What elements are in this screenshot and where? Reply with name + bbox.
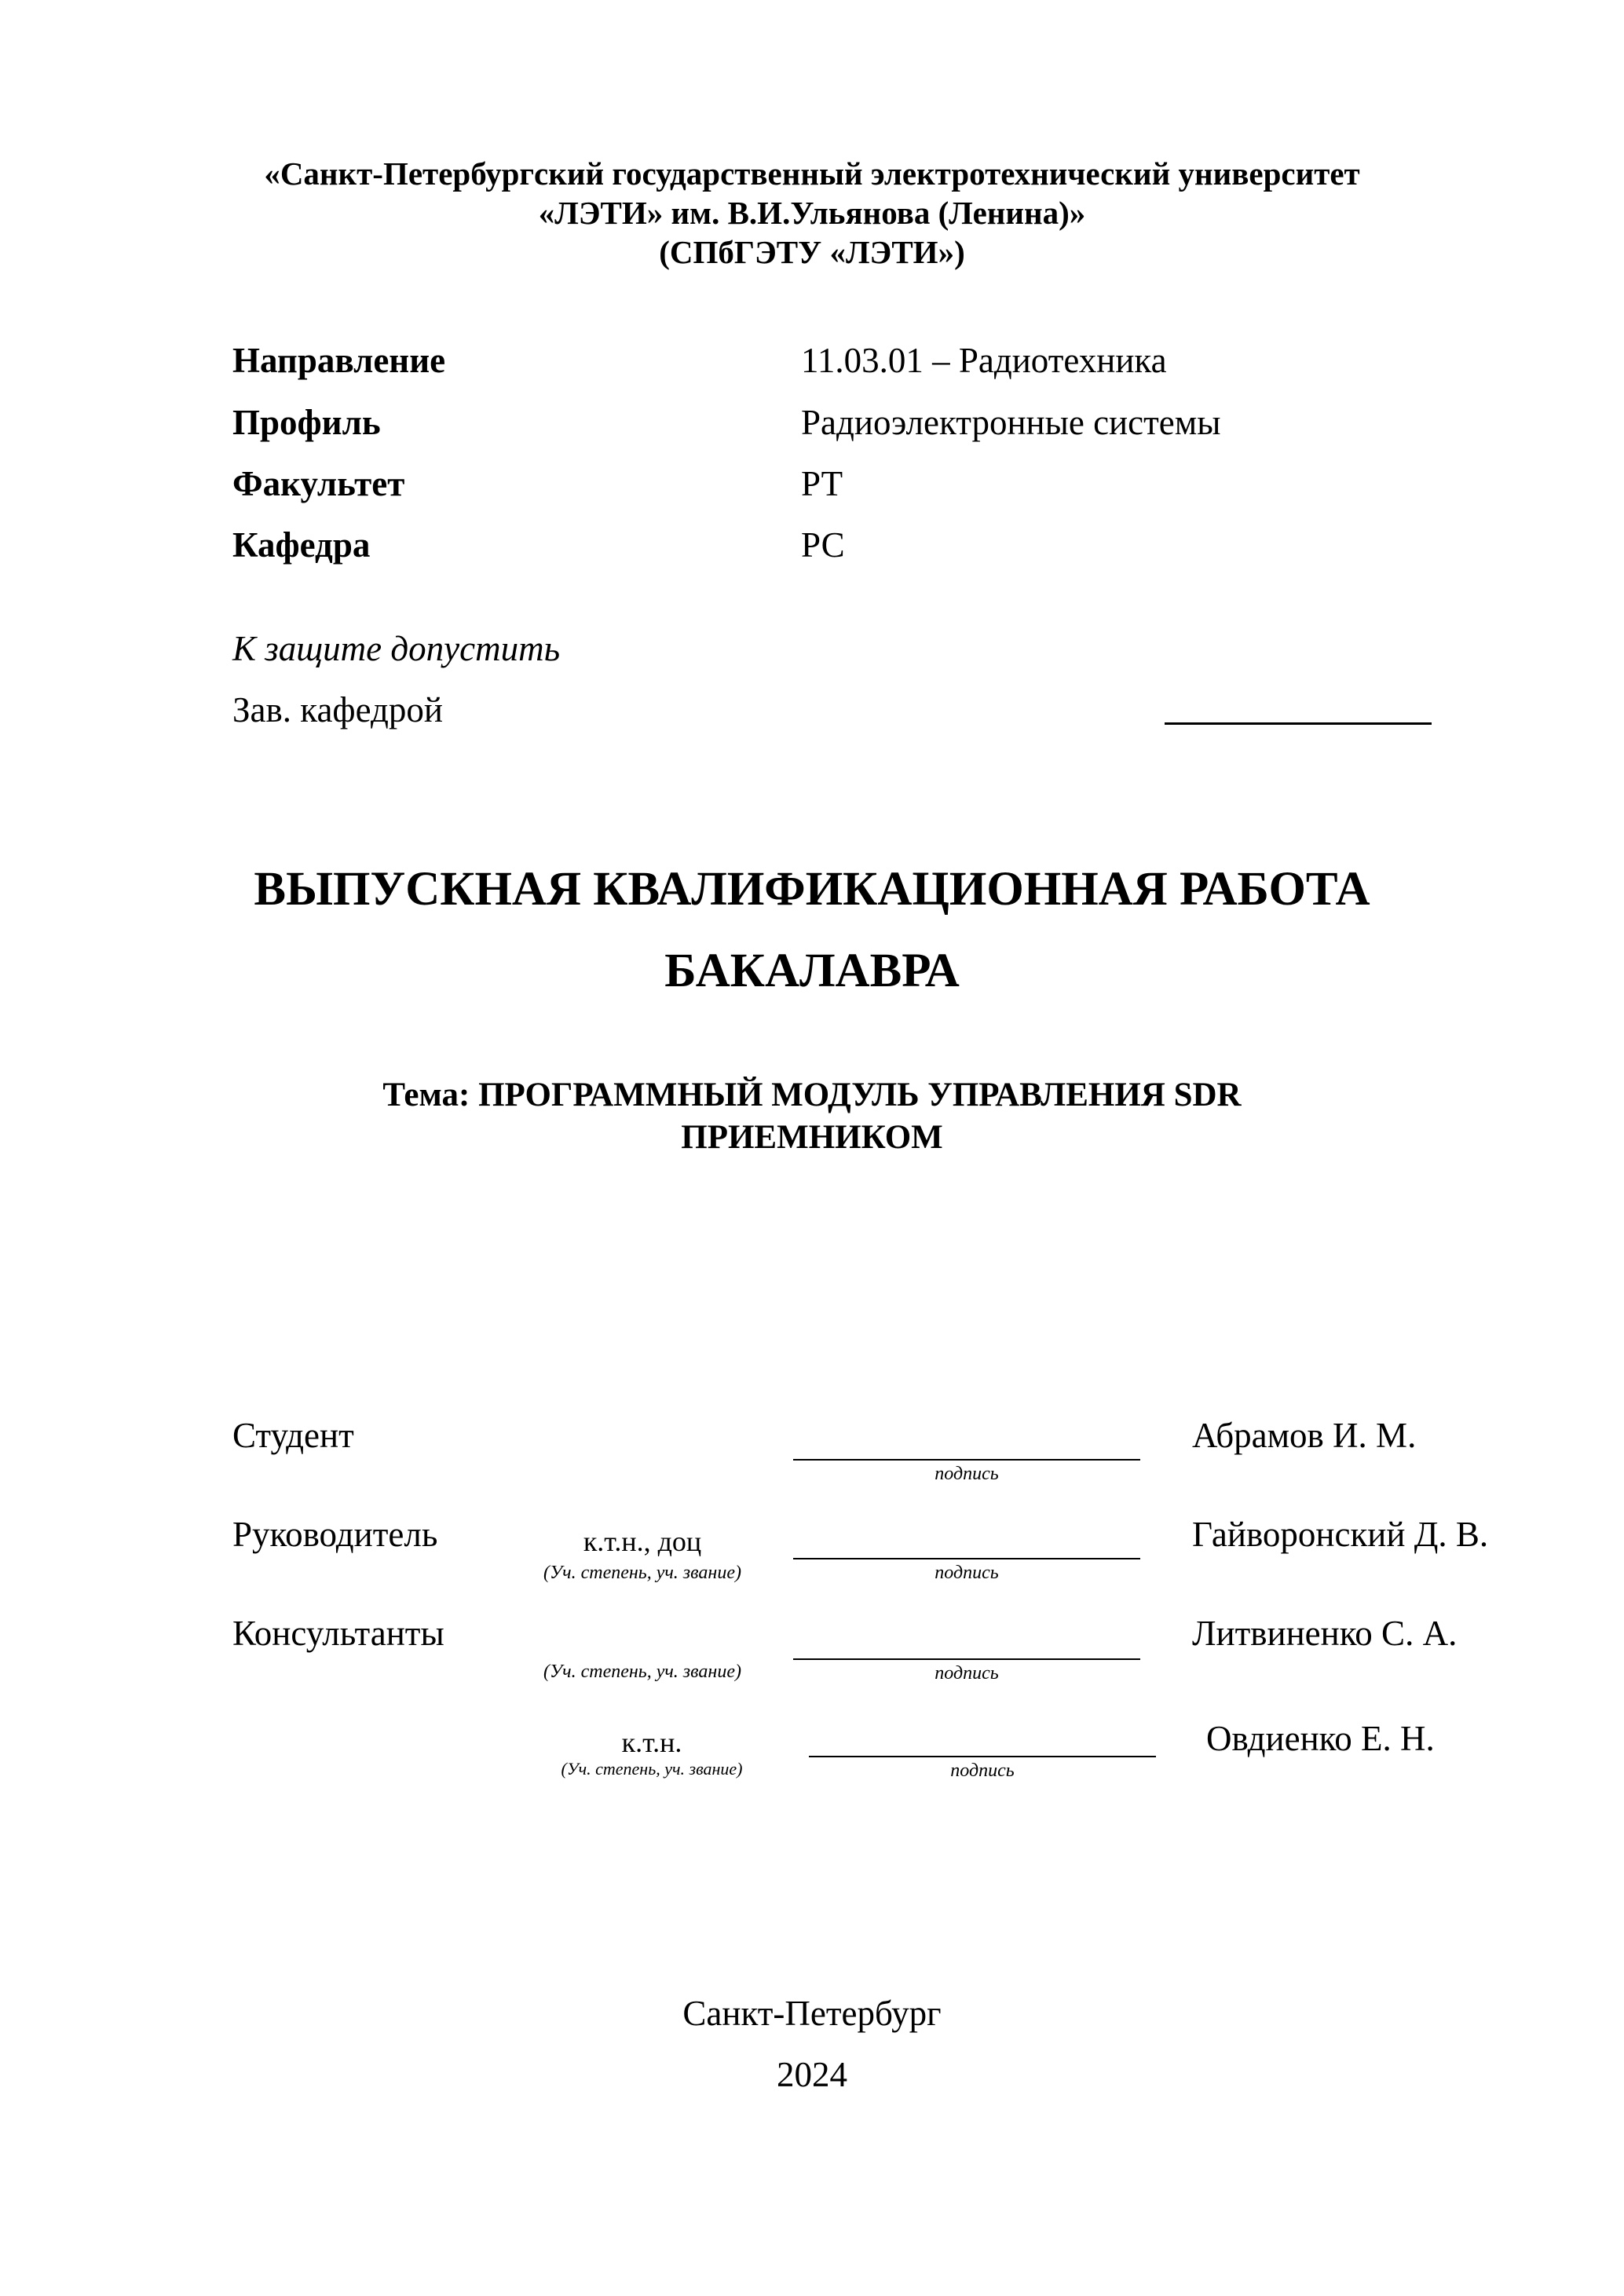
profile-value: Радиоэлектронные системы	[801, 403, 1221, 442]
faculty-label: Факультет	[232, 464, 405, 503]
consultant2-signature-line	[809, 1754, 1156, 1757]
consultant1-name: Литвиненко С. А.	[1192, 1614, 1458, 1653]
university-header	[0, 154, 1624, 272]
supervisor-role: Руководитель	[232, 1515, 438, 1554]
city: Санкт-Петербург	[682, 1994, 942, 2033]
topic-line1: Тема: ПРОГРАММНЫЙ МОДУЛЬ УПРАВЛЕНИЯ SDR	[382, 1077, 1242, 1113]
supervisor-name: Гайворонский Д. В.	[1192, 1515, 1489, 1554]
document-title-line2: БАКАЛАВРА	[664, 945, 960, 997]
faculty-value: РТ	[801, 464, 843, 503]
direction-label: Направление	[232, 341, 446, 380]
supervisor-signature-caption: подпись	[935, 1563, 999, 1583]
university-abbreviation: (СПбГЭТУ «ЛЭТИ»)	[659, 234, 965, 270]
profile-label: Профиль	[232, 403, 381, 442]
topic-line2: ПРИЕМНИКОМ	[681, 1119, 943, 1156]
supervisor-degree: к.т.н., доц	[583, 1526, 702, 1557]
university-name-line2: «ЛЭТИ» им. В.И.Ульянова (Ленина)»	[538, 195, 1086, 231]
head-of-department-label: Зав. кафедрой	[232, 690, 443, 729]
consultant2-degree: к.т.н.	[621, 1727, 682, 1758]
student-name: Абрамов И. М.	[1192, 1416, 1417, 1455]
direction-value: 11.03.01 – Радиотехника	[801, 341, 1167, 380]
topic	[0, 1074, 1624, 1159]
university-name-line1: «Санкт-Петербургский государственный электротехнический университет	[264, 155, 1360, 192]
supervisor-signature-line	[793, 1556, 1140, 1559]
consultant1-signature-line	[793, 1657, 1140, 1660]
student-signature-line	[793, 1457, 1140, 1461]
student-signature-caption: подпись	[935, 1464, 999, 1484]
consultant2-name: Овдиенко Е. Н.	[1206, 1719, 1435, 1758]
document-title-line1: ВЫПУСКНАЯ КВАЛИФИКАЦИОННАЯ РАБОТА	[254, 863, 1370, 916]
consultants-role: Консультанты	[232, 1614, 444, 1653]
consultant1-signature-caption: подпись	[935, 1663, 999, 1684]
admit-text: К защите допустить	[232, 629, 561, 668]
student-role: Студент	[232, 1416, 354, 1455]
consultant2-signature-caption: подпись	[950, 1760, 1015, 1781]
department-label: Кафедра	[232, 525, 371, 565]
consultant2-degree-caption: (Уч. степень, уч. звание)	[561, 1759, 743, 1779]
department-value: РС	[801, 525, 845, 565]
consultant1-degree-caption: (Уч. степень, уч. звание)	[543, 1662, 741, 1682]
year: 2024	[777, 2055, 847, 2094]
head-signature-line	[1165, 699, 1432, 725]
supervisor-degree-caption: (Уч. степень, уч. звание)	[543, 1563, 741, 1583]
